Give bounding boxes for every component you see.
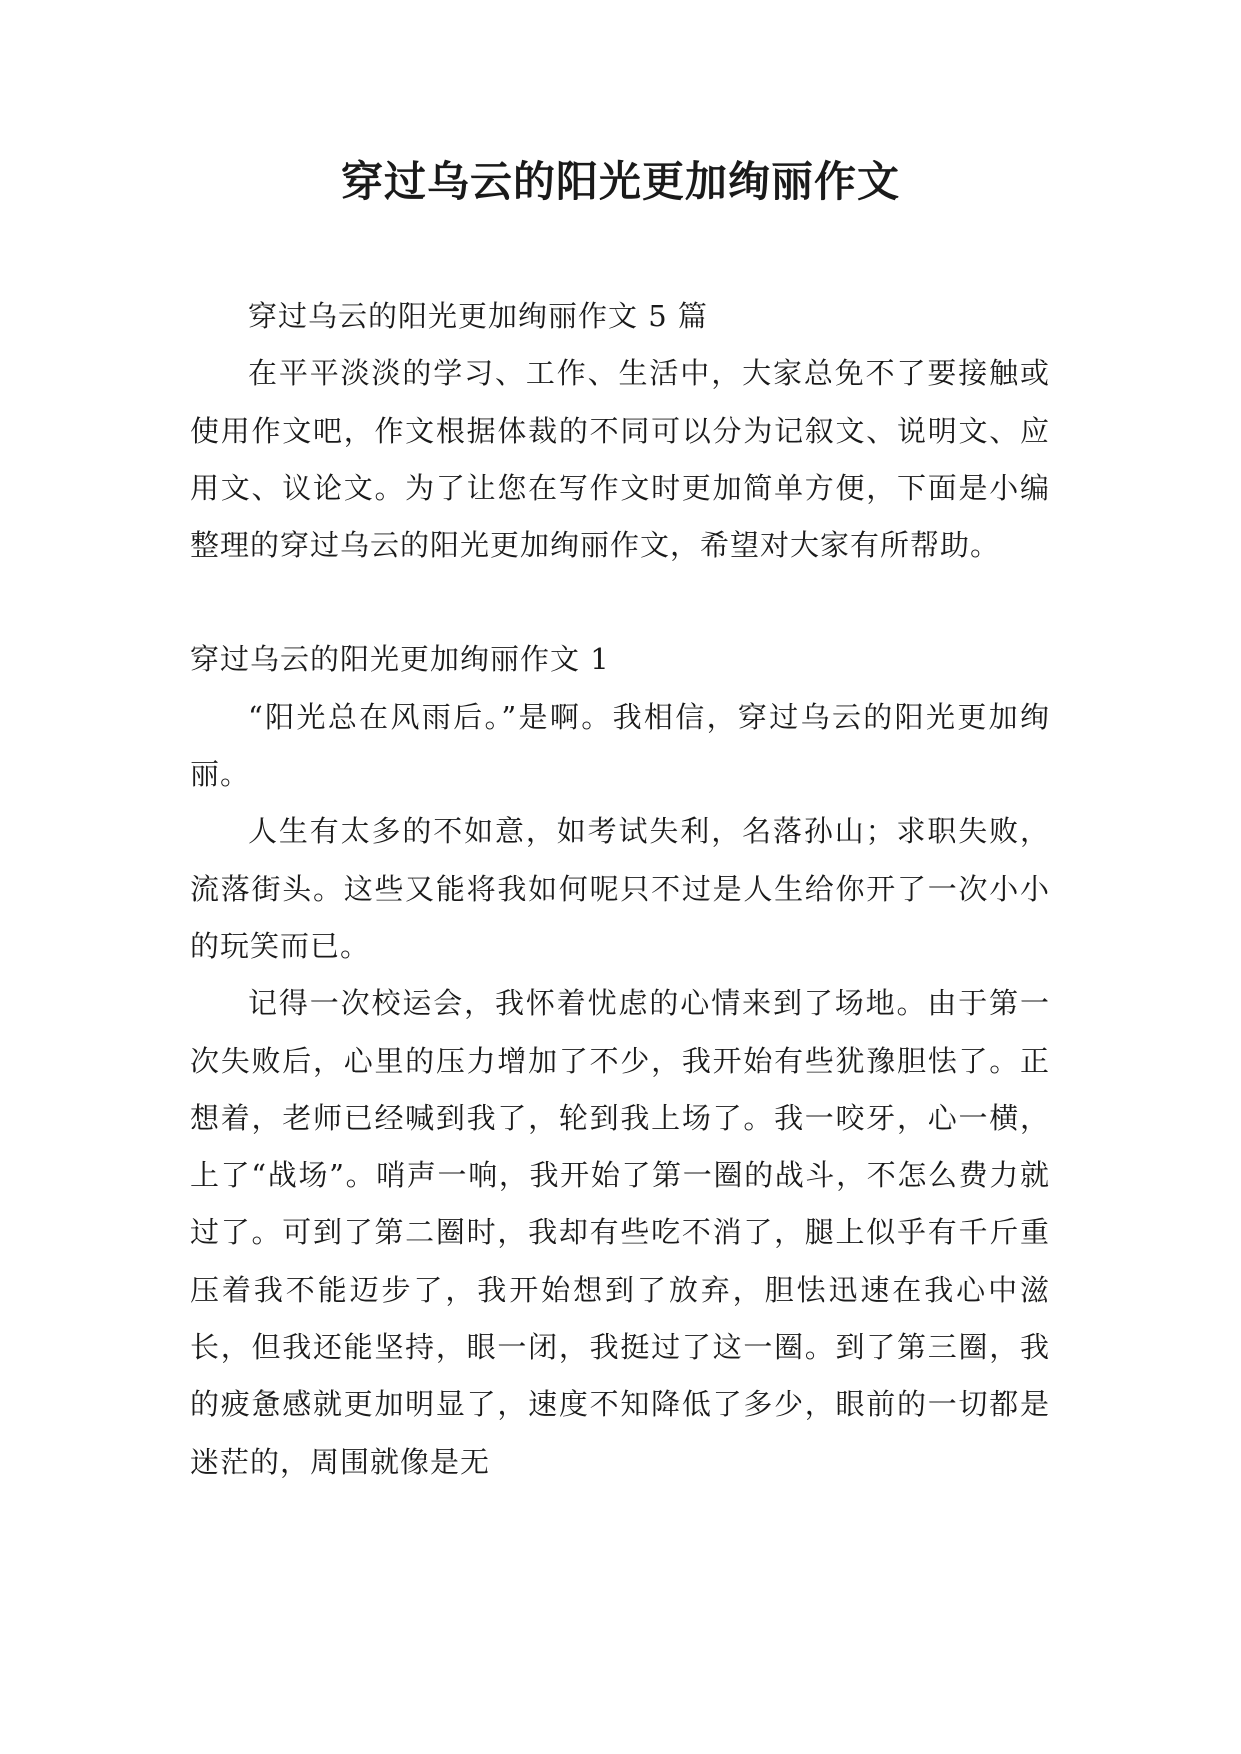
section-gap [190,574,1050,631]
document-title: 穿过乌云的阳光更加绚丽作文 [340,157,900,206]
body-paragraph-2: 人生有太多的不如意，如考试失利，名落孙山；求职失败，流落街头。这些又能将我如何呢只不过是人生给你开了一次小小的玩笑而已。 [190,814,1050,963]
body-paragraph-3: 记得一次校运会，我怀着忧虑的心情来到了场地。由于第一次失败后，心里的压力增加了不少，我开始有些犹豫胆怯了。正想着，老师已经喊到我了，轮到我上场了。我一咬牙，心一横，上了“战场”。哨声一响，我开始了第一圈的战斗，不怎么费力就过了。可到了第二圈时，我却有些吃不消了，腿上似乎有千斤重压着我不能迈步了，我开始想到了放弃，胆怯迅速在我心中滋长，但我还能坚持，眼一闭，我挺过了这一圈。到了第三圈，我的疲惫感就更加明显了，速度不知降低了多少，眼前的一切都是迷茫的，周围就像是无 [190,986,1050,1479]
document-body [190,288,1050,1491]
section-heading: 穿过乌云的阳光更加绚丽作文 1 [190,642,610,677]
document-subtitle: 穿过乌云的阳光更加绚丽作文 5 篇 [248,299,708,333]
intro-paragraph: 在平平淡淡的学习、工作、生活中，大家总免不了要接触或使用作文吧，作文根据体裁的不同可以分为记叙文、说明文、应用文、议论文。为了让您在写作文时更加简单方便，下面是小编整理的穿过乌云的阳光更加绚丽作文，希望对大家有所帮助。 [190,356,1050,563]
body-paragraph-1: “阳光总在风雨后。”是啊。我相信，穿过乌云的阳光更加绚丽。 [190,699,1050,792]
